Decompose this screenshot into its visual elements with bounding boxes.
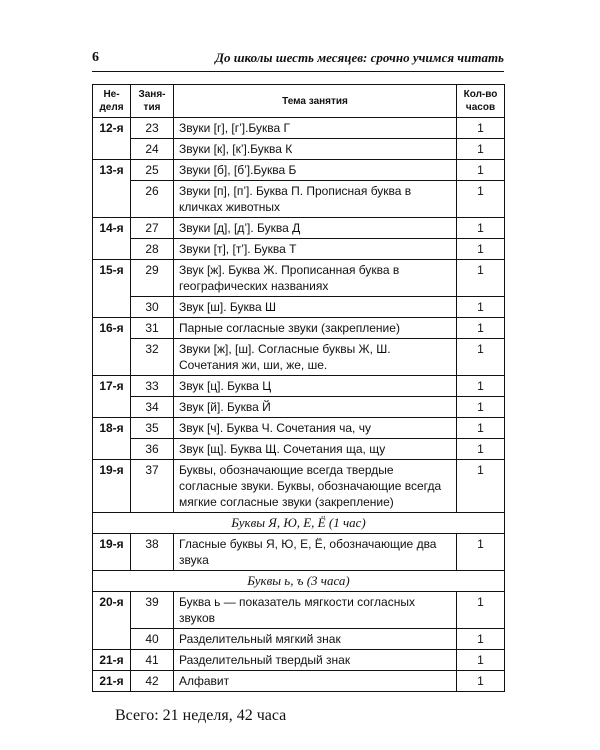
lesson-hours: 1 <box>457 160 505 181</box>
table-row <box>93 181 505 218</box>
lesson-topic: Разделительный мягкий знак <box>174 629 457 650</box>
section-heading: Буквы Я, Ю, Е, Ё (1 час) <box>93 513 505 534</box>
lesson-number: 24 <box>131 139 174 160</box>
table-row <box>93 534 505 571</box>
lesson-topic: Звуки [б], [б’].Буква Б <box>174 160 457 181</box>
lesson-topic: Буквы, обозначающие всегда твердые согласные звуки. Буквы, обозначающие всегда мягкие согласные звуки (закрепление) <box>174 460 457 513</box>
lesson-topic: Звуки [г], [г’].Буква Г <box>174 118 457 139</box>
table-row <box>93 118 505 139</box>
lesson-number: 23 <box>131 118 174 139</box>
lesson-topic: Звук [ж]. Буква Ж. Прописанная буква в географических названиях <box>174 260 457 297</box>
lesson-hours: 1 <box>457 671 505 692</box>
lesson-number: 34 <box>131 397 174 418</box>
header-lesson: Заня- тия <box>131 85 174 118</box>
table-row <box>93 339 505 376</box>
table-row <box>93 376 505 397</box>
table-row <box>93 671 505 692</box>
lesson-plan-table <box>92 84 505 692</box>
total-summary: Всего: 21 неделя, 42 часа <box>115 707 287 724</box>
week-cell: 19-я <box>93 534 131 571</box>
lesson-topic: Звуки [д], [д’]. Буква Д <box>174 218 457 239</box>
section-row <box>93 513 505 534</box>
header-rule <box>92 71 504 72</box>
lesson-hours: 1 <box>457 650 505 671</box>
lesson-hours: 1 <box>457 534 505 571</box>
lesson-topic: Разделительный твердый знак <box>174 650 457 671</box>
table-row <box>93 650 505 671</box>
lesson-topic: Звук [щ]. Буква Щ. Сочетания ща, щу <box>174 439 457 460</box>
lesson-topic: Звуки [т], [т’]. Буква Т <box>174 239 457 260</box>
lesson-number: 40 <box>131 629 174 650</box>
week-cell: 17-я <box>93 376 131 418</box>
week-cell: 14-я <box>93 218 131 260</box>
week-cell: 15-я <box>93 260 131 318</box>
week-cell: 16-я <box>93 318 131 376</box>
header-topic: Тема занятия <box>174 85 457 118</box>
running-title: До школы шесть месяцев: срочно учимся читать <box>215 50 504 65</box>
lesson-number: 35 <box>131 418 174 439</box>
lesson-topic: Гласные буквы Я, Ю, Е, Ё, обозначающие два звука <box>174 534 457 571</box>
table-row <box>93 629 505 650</box>
table-row <box>93 218 505 239</box>
lesson-number: 25 <box>131 160 174 181</box>
week-cell: 21-я <box>93 671 131 692</box>
lesson-number: 27 <box>131 218 174 239</box>
lesson-number: 38 <box>131 534 174 571</box>
section-heading: Буквы ь, ъ (3 часа) <box>93 571 505 592</box>
table-row <box>93 460 505 513</box>
lesson-number: 26 <box>131 181 174 218</box>
table-row <box>93 297 505 318</box>
week-cell: 20-я <box>93 592 131 650</box>
lesson-number: 37 <box>131 460 174 513</box>
lesson-topic: Звук [ц]. Буква Ц <box>174 376 457 397</box>
table-row <box>93 160 505 181</box>
table-row <box>93 397 505 418</box>
table-header-row <box>93 85 505 118</box>
lesson-hours: 1 <box>457 318 505 339</box>
lesson-topic: Парные согласные звуки (закрепление) <box>174 318 457 339</box>
lesson-topic: Алфавит <box>174 671 457 692</box>
lesson-hours: 1 <box>457 297 505 318</box>
table-row <box>93 260 505 297</box>
lesson-hours: 1 <box>457 139 505 160</box>
lesson-hours: 1 <box>457 118 505 139</box>
lesson-hours: 1 <box>457 260 505 297</box>
lesson-number: 30 <box>131 297 174 318</box>
page-number: 6 <box>92 50 99 65</box>
table-row <box>93 592 505 629</box>
lesson-topic: Буква ь — показатель мягкости согласных звуков <box>174 592 457 629</box>
lesson-number: 31 <box>131 318 174 339</box>
lesson-hours: 1 <box>457 181 505 218</box>
lesson-hours: 1 <box>457 439 505 460</box>
lesson-topic: Звук [ч]. Буква Ч. Сочетания ча, чу <box>174 418 457 439</box>
lesson-hours: 1 <box>457 339 505 376</box>
lesson-topic: Звуки [п], [п’]. Буква П. Прописная буква в кличках животных <box>174 181 457 218</box>
week-cell: 19-я <box>93 460 131 513</box>
lesson-number: 29 <box>131 260 174 297</box>
table-row <box>93 239 505 260</box>
lesson-hours: 1 <box>457 397 505 418</box>
lesson-topic: Звук [ш]. Буква Ш <box>174 297 457 318</box>
week-cell: 12-я <box>93 118 131 160</box>
lesson-hours: 1 <box>457 460 505 513</box>
lesson-number: 32 <box>131 339 174 376</box>
lesson-hours: 1 <box>457 376 505 397</box>
lesson-number: 33 <box>131 376 174 397</box>
lesson-number: 36 <box>131 439 174 460</box>
table-row <box>93 318 505 339</box>
lesson-hours: 1 <box>457 592 505 629</box>
week-cell: 18-я <box>93 418 131 460</box>
table-row <box>93 418 505 439</box>
lesson-hours: 1 <box>457 239 505 260</box>
week-cell: 13-я <box>93 160 131 218</box>
lesson-number: 28 <box>131 239 174 260</box>
lesson-hours: 1 <box>457 218 505 239</box>
lesson-topic: Звуки [к], [к’].Буква К <box>174 139 457 160</box>
week-cell: 21-я <box>93 650 131 671</box>
lesson-number: 39 <box>131 592 174 629</box>
header-hours: Кол-во часов <box>457 85 505 118</box>
lesson-hours: 1 <box>457 418 505 439</box>
table-row <box>93 139 505 160</box>
lesson-number: 41 <box>131 650 174 671</box>
lesson-topic: Звук [й]. Буква Й <box>174 397 457 418</box>
section-row <box>93 571 505 592</box>
table-row <box>93 439 505 460</box>
lesson-hours: 1 <box>457 629 505 650</box>
lesson-topic: Звуки [ж], [ш]. Согласные буквы Ж, Ш. Сочетания жи, ши, же, ше. <box>174 339 457 376</box>
header-week: Не- деля <box>93 85 131 118</box>
lesson-number: 42 <box>131 671 174 692</box>
